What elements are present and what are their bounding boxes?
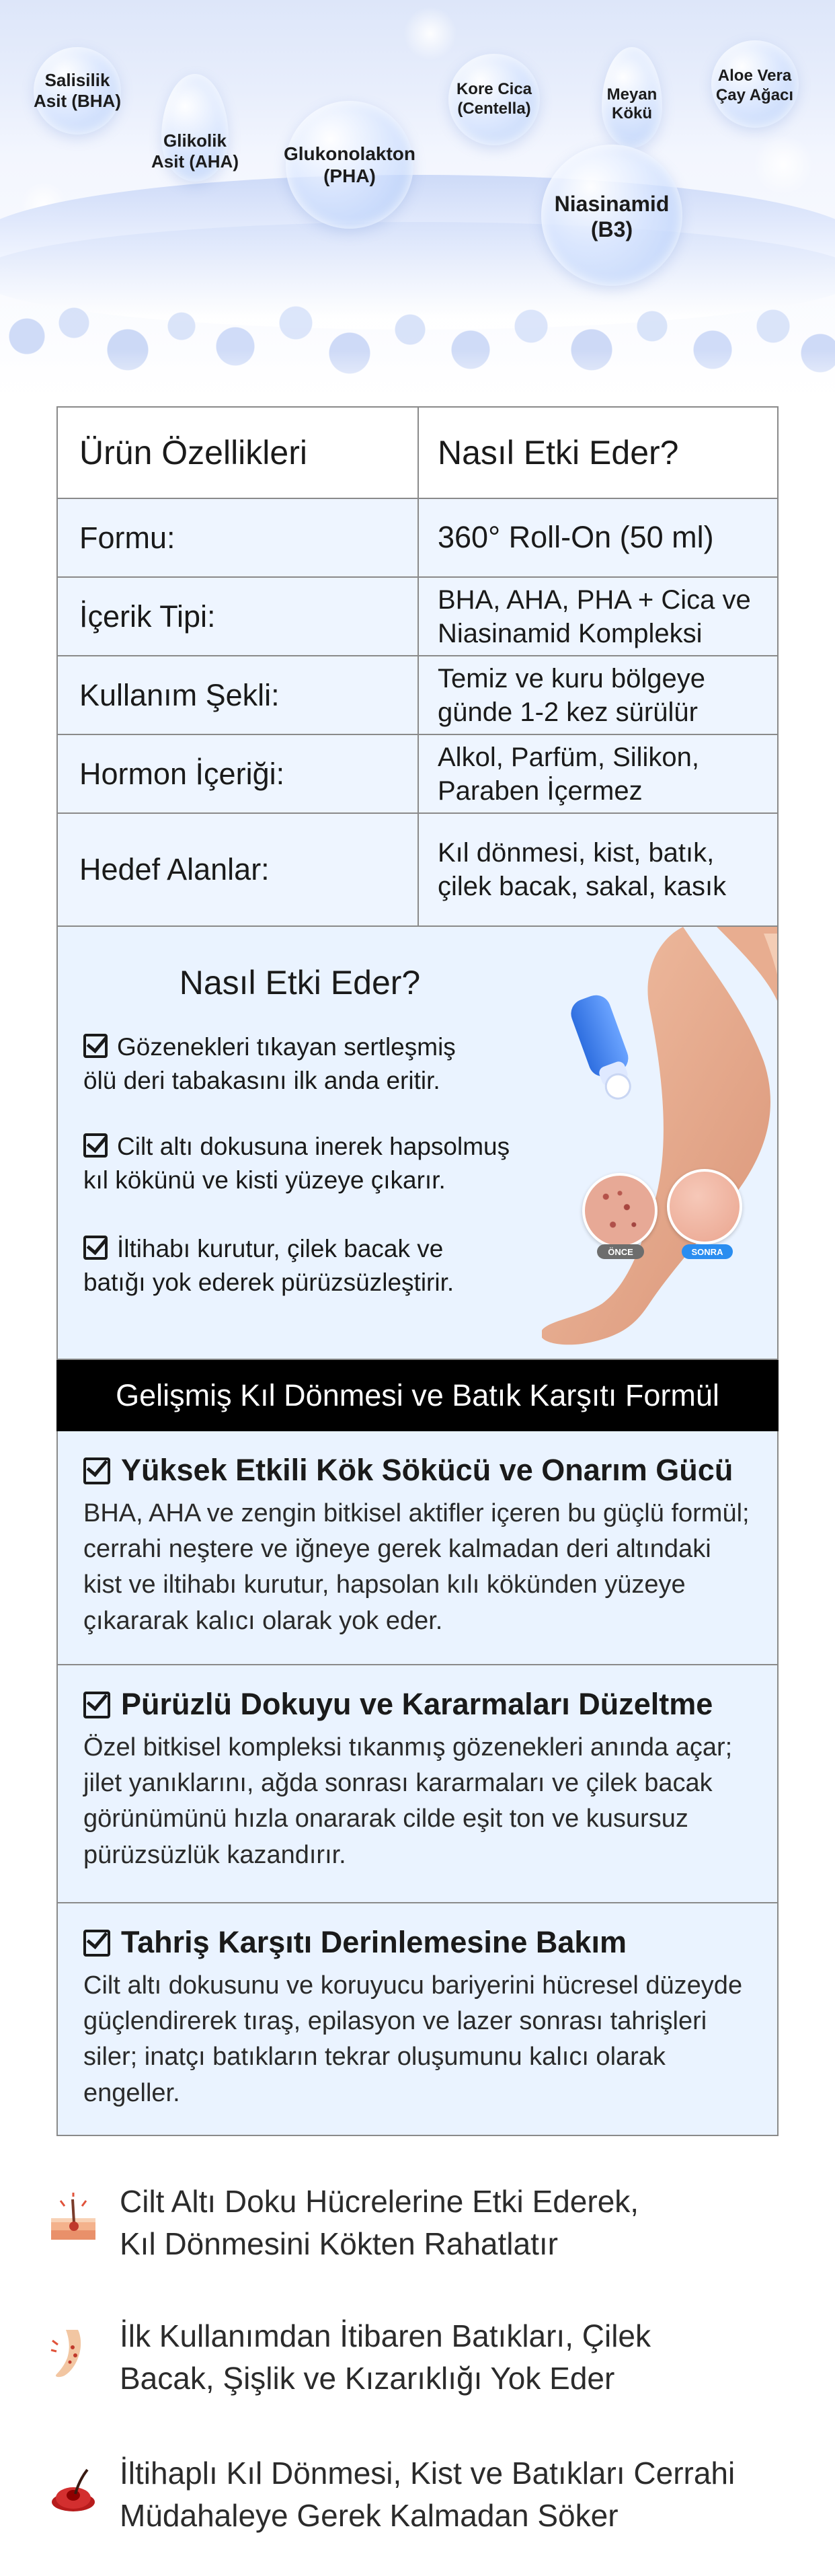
ingredient-aha (138, 101, 252, 202)
table-row (57, 656, 778, 734)
spec-value: Temiz ve kuru bölgeye günde 1-2 kez sürülür (418, 656, 778, 734)
feature-title (83, 1687, 713, 1722)
benefit-row (47, 2315, 813, 2409)
benefit-row (47, 2181, 813, 2275)
checkbox-icon (83, 1034, 108, 1058)
benefit-item (83, 1232, 554, 1300)
benefit-row (47, 2452, 813, 2546)
feature-title-text: Yüksek Etkili Kök Sökücü ve Onarım Gücü (121, 1453, 733, 1487)
table-header-cell: Ürün Özellikleri (57, 407, 418, 498)
product-spec-table (56, 406, 779, 927)
feature-title (83, 1925, 627, 1960)
ingredient-label: Niasinamid (B3) (554, 191, 670, 241)
table-header-row (57, 407, 778, 498)
table-row (57, 813, 778, 926)
feature-body: BHA, AHA ve zengin bitkisel aktifler içeren bu güçlü formül; cerrahi neştere ve iğneye gerek kalmadan deri altındaki kist ve iltihabı kurutur, hapsolan kılı kökünden yüzeye çıkararak kalıcı olarak yok eder. (83, 1499, 750, 1635)
inflamed-follicle-icon (47, 2464, 100, 2517)
feature-title-text: Pürüzlü Dokuyu ve Kararmaları Düzeltme (121, 1687, 713, 1721)
spec-value: 360° Roll-On (50 ml) (418, 498, 778, 577)
checkbox-icon (83, 1692, 110, 1718)
spec-label: Kullanım Şekli: (57, 656, 418, 734)
ingredient-label: Aloe Vera Çay Ağacı (715, 67, 794, 104)
benefit-text: İltihabı kurutur, çilek bacak ve batığı yok ederek pürüzsüzleştirir. (83, 1235, 454, 1297)
how-it-works-section (56, 927, 779, 1360)
feature-title (83, 1453, 733, 1488)
spec-label: Hedef Alanlar: (57, 813, 418, 926)
ingredient-label: Glikolik Asit (AHA) (151, 130, 239, 172)
spec-value: Kıl dönmesi, kist, batık, çilek bacak, sakal, kasık (418, 813, 778, 926)
checkbox-icon (83, 1930, 110, 1957)
skin-layer-icon (47, 2193, 100, 2245)
feature-body: Özel bitkisel kompleksi tıkanmış gözenekleri anında açar; jilet yanıklarını, ağda sonrası kararmaları ve çilek bacak görünümünü hızla onararak cilde eşit ton ve kusursuz pürüzsüzlük kazandırır. (83, 1733, 733, 1869)
ingredient-niacinamide (531, 145, 692, 289)
checkbox-icon (83, 1133, 108, 1158)
ingredient-pha (272, 101, 427, 229)
leg-illustration (542, 927, 779, 1360)
benefit-text: İlk Kullanımdan İtibaren Batıkları, Çilek Bacak, Şişlik ve Kızarıklığı Yok Eder (120, 2318, 651, 2396)
table-row (57, 498, 778, 577)
benefit-text: Cilt Altı Doku Hücrelerine Etki Ederek, Kıl Dönmesini Kökten Rahatlatır (120, 2184, 639, 2262)
ingredient-label: Meyan Kökü (606, 85, 658, 122)
ingredient-licorice (582, 61, 682, 148)
after-badge: SONRA (682, 1244, 733, 1259)
before-skin-zoom (582, 1173, 658, 1248)
spec-value: BHA, AHA, PHA + Cica ve Niasinamid Kompleksi (418, 577, 778, 656)
benefit-text: Cilt altı dokusuna inerek hapsolmuş kıl kökünü ve kisti yüzeye çıkarır. (83, 1133, 510, 1195)
ingredient-label: Kore Cica (Centella) (456, 80, 532, 118)
checkbox-icon (83, 1457, 110, 1484)
benefit-text: İltihaplı Kıl Dönmesi, Kist ve Batıkları Cerrahi Müdahaleye Gerek Kalmadan Söker (120, 2456, 735, 2534)
benefit-text: Gözenekleri tıkayan sertleşmiş ölü deri tabakasını ilk anda eritir. (83, 1033, 456, 1095)
formula-banner: Gelişmiş Kıl Dönmesi ve Batık Karşıtı Formül (56, 1360, 779, 1431)
before-badge: ÖNCE (597, 1244, 644, 1259)
feature-body: Cilt altı dokusunu ve koruyucu bariyerini hücresel düzeyde güçlendirerek tıraş, epilasyon ve lazer sonrası tahrişleri siler; inatçı batıkların tekrar oluşumunu kalıcı olarak engeller. (83, 1971, 743, 2107)
ingredient-aloe-tea-tree (699, 37, 810, 135)
hero-ingredients-banner (0, 0, 835, 410)
spec-label: Formu: (57, 498, 418, 577)
ingredient-label: Salisilik Asit (BHA) (34, 70, 121, 111)
feature-box (56, 1431, 779, 1665)
ingredient-cica (440, 50, 548, 148)
benefit-item (83, 1130, 554, 1198)
benefit-item (83, 1030, 554, 1098)
checkbox-icon (83, 1236, 108, 1260)
after-skin-zoom (667, 1169, 742, 1244)
spec-label: Hormon İçeriği: (57, 734, 418, 813)
feature-box (56, 1665, 779, 1903)
table-row (57, 577, 778, 656)
table-row (57, 734, 778, 813)
spec-label: İçerik Tipi: (57, 577, 418, 656)
leg-icon (47, 2327, 100, 2380)
section-title: Nasıl Etki Eder? (179, 964, 421, 1001)
table-header-cell: Nasıl Etki Eder? (418, 407, 778, 498)
sparkle (753, 135, 813, 195)
hero-fade (0, 350, 835, 410)
leg-with-roller-icon (542, 927, 779, 1360)
feature-box (56, 1903, 779, 2136)
ingredient-label: Glukonolakton (PHA) (284, 143, 415, 186)
spec-value: Alkol, Parfüm, Silikon, Paraben İçermez (418, 734, 778, 813)
feature-title-text: Tahriş Karşıtı Derinlemesine Bakım (121, 1925, 627, 1959)
ingredient-bha (20, 40, 134, 141)
